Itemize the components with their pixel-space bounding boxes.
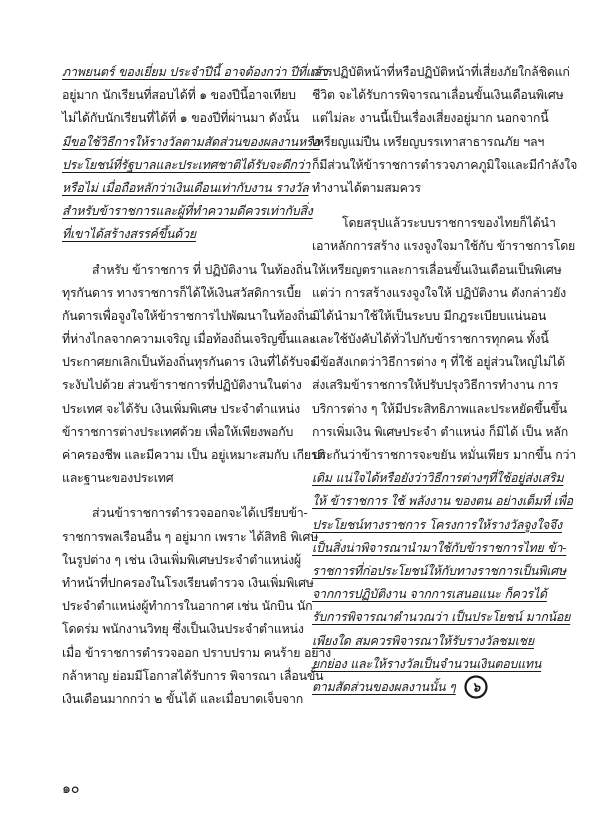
text-line-content: และใช้บังคับได้ทั่วไปกับข้าราชการทุกคน ทั้งนี้: [312, 331, 549, 347]
text-line: [62, 501, 308, 524]
end-of-article-logo-icon: [464, 675, 488, 699]
text-line: [312, 258, 562, 281]
text-line-content: จากการปฏิบัติงาน จากการเสนอแนะ ก็ควรได้: [312, 586, 547, 602]
text-line: [312, 536, 567, 559]
text-line: [312, 652, 552, 675]
text-line: [62, 420, 302, 443]
text-line: [62, 60, 328, 83]
text-line-content: ข้าราชการต่างประเทศด้วย เพื่อให้เพียงพอกับ: [62, 423, 294, 439]
text-line: [62, 617, 302, 640]
text-line-content: ประกันว่าข้าราชการจะขยัน หมั่นเพียร มากขึ้น กว่า: [312, 447, 577, 462]
text-line-content: อยู่มาก นักเรียนที่สอบได้ที่ ๑ ของปีนี้อาจเทียบ: [62, 87, 296, 103]
text-line: [312, 420, 569, 443]
text-line: [312, 130, 552, 153]
text-line-content: ชีวิต จะได้รับการพิจารณาเลื่อนขั้นเงินเดือนพิเศษ: [312, 87, 564, 103]
text-line: [312, 83, 564, 106]
text-line: [62, 304, 313, 327]
text-line-content: ภาพยนตร์ ของเยี่ยม ประจำปีนี้ อาจต้องกว่า ปีที่แล้ว: [62, 64, 328, 79]
text-line: [62, 258, 312, 281]
text-line: [312, 559, 566, 582]
text-line-content: ประโยชน์ทางราชการ โครงการให้รางวัลจูงใจจึง: [312, 516, 562, 532]
text-line-content: ราชการที่ก่อประโยชน์ให้กับทางราชการเป็นพิเศษ: [312, 562, 566, 578]
text-line: [312, 281, 567, 304]
text-line-content: ที่ห่างไกลจากความเจริญ เมื่อท้องถิ่นเจริญขึ้นและ: [62, 331, 316, 347]
text-line: [62, 641, 331, 664]
text-line: [62, 350, 317, 373]
text-line-content: โดดร่ม พนักงานวิทยุ ซึ่งเป็นเงินประจำตำแหน่ง: [62, 621, 304, 637]
text-line: [62, 664, 324, 687]
text-line-content: ค่าครองชีพ และมีความ เป็น อยู่เหมาะสมกับ เกียรติ: [62, 447, 326, 462]
text-line: [312, 582, 552, 605]
text-line: [312, 176, 552, 199]
text-line-content: สำหรับ ข้าราชการ ที่ ปฏิบัติงาน ในท้องถิ่น: [92, 261, 312, 277]
text-line-content: ระงับไปด้วย ส่วนข้าราชการที่ปฏิบัติงานในต่าง: [62, 377, 302, 393]
text-line-content: เงินเดือนมากกว่า ๒ ขั้นได้ และเมื่อบาดเจ็บจาก: [62, 690, 304, 706]
text-line: [312, 513, 562, 536]
text-line-content: โดยสรุปแล้วระบบราชการของไทยก็ได้นำ: [342, 215, 556, 231]
text-line: [312, 106, 552, 129]
text-line-content: หรือไม่ เมื่อถือหลักว่าเงินเดือนเท่ากับงาน รางวัล: [62, 179, 309, 195]
text-line: [62, 83, 302, 106]
text-line-content: ส่งเสริมข้าราชการให้ปรับปรุงวิธีการทำงาน การ: [312, 377, 559, 393]
text-line-content: ทุรกันดาร ทางราชการก็ได้ให้เงินสวัสดิการเบี้ย: [62, 284, 302, 300]
text-line: [312, 675, 552, 698]
text-line: [62, 327, 316, 350]
text-line-content: เอาหลักการสร้าง แรงจูงใจมาใช้กับ ข้าราชการโดย: [312, 238, 576, 254]
text-line: [62, 548, 302, 571]
text-line: [62, 594, 313, 617]
text-line-content: ทำงานได้ตามสมควร: [312, 179, 421, 195]
text-line: [62, 687, 302, 710]
text-line-content: มิได้นำมาใช้ให้เป็นระบบ มีกฎระเบียบแน่นอน: [312, 307, 547, 323]
text-line-content: ประเทศ จะได้รับ เงินเพิ่มพิเศษ ประจำตำแหน่ง: [62, 400, 301, 416]
text-line-content: การเพิ่มเงิน พิเศษประจำ ตำแหน่ง ก็มิได้ เป็น หลัก: [312, 423, 569, 439]
left-column: [62, 60, 331, 710]
text-line-content: รับการพิจารณาตำนวณว่า เป็นประโยชน์ มากน้อย: [312, 609, 571, 625]
text-line-content: เดิม แน่ใจได้หรือยังว่าวิธีการต่างๆที่ใช้อยู่ส่งเสริม: [312, 470, 564, 486]
text-line-content: ประโยชน์ที่รัฐบาลและประเทศชาติได้รับจะดีกว่า: [62, 156, 311, 172]
text-line: [62, 222, 302, 245]
text-line-content: ประจำตำแหน่งผู้ทำการในอากาศ เช่น นักบิน นัก: [62, 598, 313, 614]
text-line: [62, 130, 320, 153]
text-line: [312, 304, 552, 327]
text-line-content: ตามสัดส่วนของผลงานนั้น ๆ: [312, 678, 456, 694]
text-line-content: การปฏิบัติหน้าที่หรือปฏิบัติหน้าที่เสี่ยงภัยใกล้ชิดแก่: [312, 64, 570, 79]
text-line: [62, 373, 302, 396]
text-line: [62, 443, 326, 466]
text-line-content: บริการต่าง ๆ ให้มีประสิทธิภาพและประหยัดขึ้นขึ้น: [312, 400, 567, 416]
text-line: [62, 176, 309, 199]
text-line: [312, 605, 571, 628]
text-line-content: และฐานะของประเทศ: [62, 470, 174, 486]
text-line-content: สำหรับข้าราชการและผู้ที่ทำความดีควรเท่ากับสิ่ง: [62, 203, 313, 219]
text-line-content: เป็นสิ่งน่าพิจารณานำมาใช้กับข้าราชการไทย ข้า-: [312, 539, 567, 555]
text-line: [62, 466, 302, 489]
text-line-content: ยกย่อง และให้รางวัลเป็นจำนวนเงินตอบแทน: [312, 655, 542, 671]
text-line-content: ก็มีส่วนให้ข้าราชการตำรวจภาคภูมิใจและมีกำลังใจ: [312, 156, 578, 172]
text-line: [62, 199, 313, 222]
text-line: [62, 153, 311, 176]
text-line-content: ที่เขาได้สร้างสรรค์ขึ้นด้วย: [62, 226, 196, 242]
text-line-content: ในรูปต่าง ๆ เช่น เงินเพิ่มพิเศษประจำตำแหน่งผู้: [62, 551, 301, 567]
page-number: ๑๐: [62, 781, 80, 797]
text-line: [62, 397, 302, 420]
text-line-content: ให้ ข้าราชการ ใช้ พลังงาน ของตน อย่างเต็มที่ เพื่อ: [312, 493, 573, 509]
text-line-content: ราชการพลเรือนอื่น ๆ อยู่มาก เพราะ ได้สิทธิ พิเศษ: [62, 528, 319, 544]
text-line-content: เมื่อ ข้าราชการตำรวจออก ปราบปราม คนร้าย อย่าง: [62, 644, 331, 660]
text-line: [312, 153, 578, 176]
text-line: [62, 281, 302, 304]
text-line-content: แต่ไม่ละ งานนี้เป็นเรื่องเสี่ยงอยู่มาก นอกจากนี้: [312, 110, 549, 126]
text-line-content: มีขอใช้วิธีการให้รางวัลตามสัดส่วนของผลงานหรือ: [62, 133, 320, 149]
text-line: [312, 443, 577, 466]
text-line: [312, 60, 570, 83]
text-line: [312, 327, 552, 350]
text-line: [312, 489, 573, 512]
svg-text:๖: ๖: [471, 680, 480, 696]
text-line: [312, 629, 552, 652]
text-line: [312, 211, 556, 234]
text-line-content: กล้าหาญ ย่อมมีโอกาสได้รับการ พิจารณา เลื่อนขั้น: [62, 667, 324, 683]
right-column: [312, 60, 578, 698]
text-line: [312, 397, 567, 420]
text-line: [312, 373, 559, 396]
text-line-content: ทำหน้าที่ปกครองในโรงเรียนตำรวจ เงินเพิ่มพิเศษ: [62, 574, 314, 590]
text-line: [62, 106, 302, 129]
text-line-content: กันดารเพื่อจูงใจให้ข้าราชการไปพัฒนาในท้องถิ่น: [62, 307, 313, 323]
text-line-content: ไม่ได้กับนักเรียนที่ได้ที่ ๑ ของปีที่ผ่านมา ดังนั้น: [62, 110, 299, 126]
text-line-content: ให้เหรียญตราและการเลื่อนขั้นเงินเดือนเป็นพิเศษ: [312, 261, 562, 277]
text-line: [312, 234, 576, 257]
text-line-content: เพียงใด สมควรพิจารณาให้รับรางวัลชมเชย: [312, 632, 534, 648]
text-line: [312, 466, 564, 489]
text-line-content: ส่วนข้าราชการตำรวจออกจะได้เปรียบข้า-: [92, 505, 308, 521]
text-line: [62, 525, 319, 548]
text-line: [312, 350, 565, 373]
text-line-content: เหรียญแม่ปืน เหรียญบรรเทาสาธารณภัย ฯลฯ: [312, 133, 545, 149]
text-line-content: มีข้อสังเกตว่าวิธีการต่าง ๆ ที่ใช้ อยู่ส่วนใหญ่ไม่ได้: [312, 354, 565, 370]
text-line: [62, 571, 314, 594]
text-line-content: ประกาศยกเลิกเป็นท้องถิ่นทุรกันดาร เงินที่ได้รับจะ: [62, 354, 317, 370]
text-line-content: แต่ว่า การสร้างแรงจูงใจให้ ปฏิบัติงาน ดังกล่าวยัง: [312, 284, 567, 300]
